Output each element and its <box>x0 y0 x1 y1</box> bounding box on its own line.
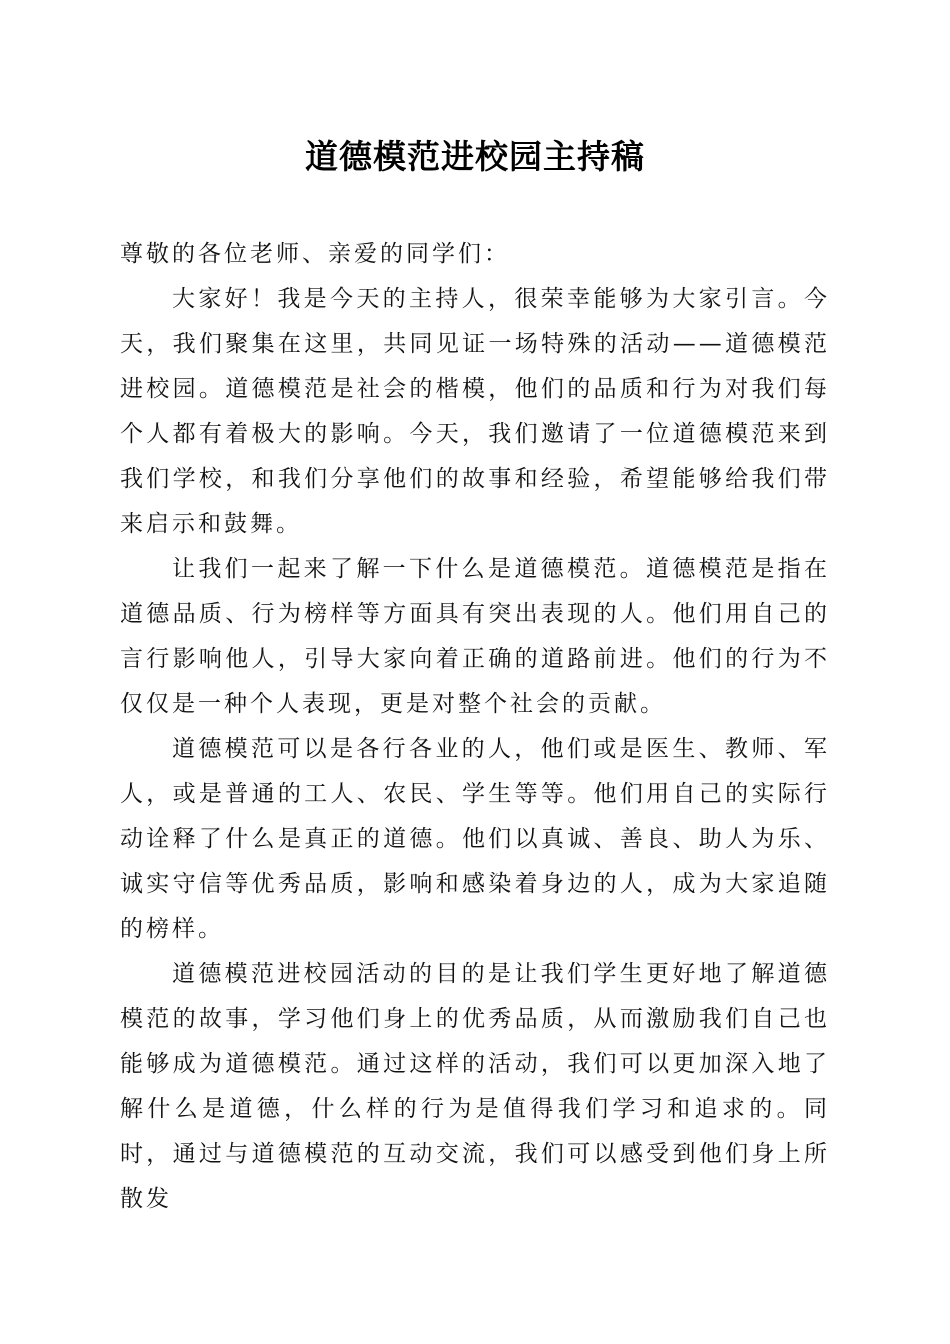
paragraph-4: 道德模范进校园活动的目的是让我们学生更好地了解道德模范的故事，学习他们身上的优秀品质，从而激励我们自己也能够成为道德模范。通过这样的活动，我们可以更加深入地了解什么是道德，什么样的行为是值得我们学习和追求的。同时，通过与道德模范的互动交流，我们可以感受到他们身上所散发 <box>120 961 830 1212</box>
paragraph-1: 大家好！我是今天的主持人，很荣幸能够为大家引言。今天，我们聚集在这里，共同见证一场特殊的活动——道德模范进校园。道德模范是社会的楷模，他们的品质和行为对我们每个人都有着极大的影响。今天，我们邀请了一位道德模范来到我们学校，和我们分享他们的故事和经验，希望能够给我们带来启示和鼓舞。 <box>120 286 830 537</box>
paragraph-2: 让我们一起来了解一下什么是道德模范。道德模范是指在道德品质、行为榜样等方面具有突出表现的人。他们用自己的言行影响他人，引导大家向着正确的道路前进。他们的行为不仅仅是一种个人表现，更是对整个社会的贡献。 <box>120 556 830 717</box>
paragraph-3: 道德模范可以是各行各业的人，他们或是医生、教师、军人，或是普通的工人、农民、学生等等。他们用自己的实际行动诠释了什么是真正的道德。他们以真诚、善良、助人为乐、诚实守信等优秀品质，影响和感染着身边的人，成为大家追随的榜样。 <box>120 736 830 942</box>
salutation: 尊敬的各位老师、亲爱的同学们： <box>120 241 510 267</box>
document-title: 道德模范进校园主持稿 <box>305 137 645 176</box>
document-body <box>120 232 830 1222</box>
